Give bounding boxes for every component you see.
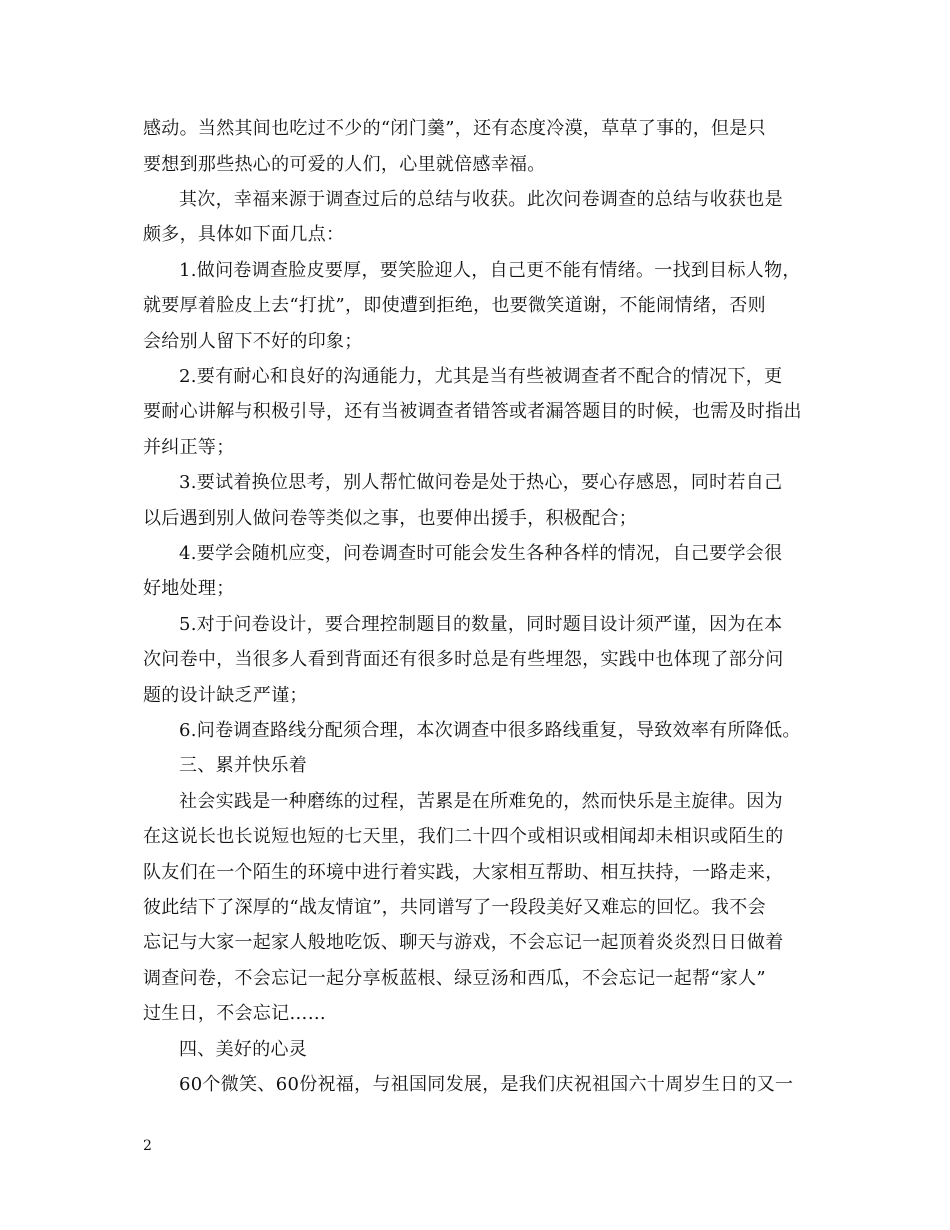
text-line: 在这说长也长说短也短的七天里，我们二十四个或相识或相闻却未相识或陌生的 [143, 826, 784, 847]
section-heading: 四、美好的心灵 [179, 1039, 308, 1060]
text-line: 要耐心讲解与积极引导，还有当被调查者错答或者漏答题目的时候，也需及时指出 [143, 401, 802, 422]
text-line: 会给别人留下不好的印象； [143, 331, 363, 352]
text-line: 社会实践是一种磨练的过程，苦累是在所难免的，然而快乐是主旋律。因为 [179, 791, 783, 812]
text-line: 以后遇到别人做问卷等类似之事，也要伸出援手，积极配合； [143, 508, 638, 529]
text-line: 次问卷中，当很多人看到背面还有很多时总是有些埋怨，实践中也体现了部分问 [143, 649, 784, 670]
text-line: 感动。当然其间也吃过不少的“闭门羹”，还有态度冷漠，草草了事的，但是只 [143, 118, 766, 139]
text-line: 忘记与大家一起家人般地吃饭、聊天与游戏，不会忘记一起顶着炎炎烈日日做着 [143, 932, 784, 953]
text-line: 6.问卷调查路线分配须合理，本次调查中很多路线重复，导致效率有所降低。 [179, 720, 801, 741]
text-line: 60个微笑、60份祝福，与祖国同发展，是我们庆祝祖国六十周岁生日的又一 [179, 1074, 794, 1095]
text-line: 就要厚着脸皮上去“打扰”，即使遭到拒绝，也要微笑道谢，不能闹情绪，否则 [143, 295, 766, 316]
text-line: 调查问卷，不会忘记一起分享板蓝根、绿豆汤和西瓜，不会忘记一起帮“家人” [143, 968, 766, 989]
text-line: 好地处理； [143, 578, 235, 599]
text-line: 1.做问卷调查脸皮要厚，要笑脸迎人，自己更不能有情绪。一找到目标人物， [179, 260, 801, 281]
text-line: 队友们在一个陌生的环境中进行着实践，大家相互帮助、相互扶持，一路走来， [143, 862, 784, 883]
text-line: 4.要学会随机应变，问卷调查时可能会发生各种各样的情况，自己要学会很 [179, 543, 783, 564]
text-line: 其次，幸福来源于调查过后的总结与收获。此次问卷调查的总结与收获也是 [179, 189, 783, 210]
text-line: 彼此结下了深厚的“战友情谊”，共同谱写了一段段美好又难忘的回忆。我不会 [143, 897, 766, 918]
text-line: 要想到那些热心的可爱的人们，心里就倍感幸福。 [143, 154, 546, 175]
text-line: 3.要试着换位思考，别人帮忙做问卷是处于热心，要心存感恩，同时若自己 [179, 472, 783, 493]
text-line: 2.要有耐心和良好的沟通能力，尤其是当有些被调查者不配合的情况下，更 [179, 366, 783, 387]
text-line: 题的设计缺乏严谨； [143, 685, 308, 706]
section-heading: 三、累并快乐着 [179, 755, 308, 776]
text-line: 并纠正等； [143, 437, 235, 458]
text-line: 过生日，不会忘记…… [143, 1003, 326, 1024]
page-number: 2 [143, 1138, 152, 1154]
text-line: 颇多，具体如下面几点： [143, 224, 345, 245]
text-line: 5.对于问卷设计，要合理控制题目的数量，同时题目设计须严谨，因为在本 [179, 614, 783, 635]
